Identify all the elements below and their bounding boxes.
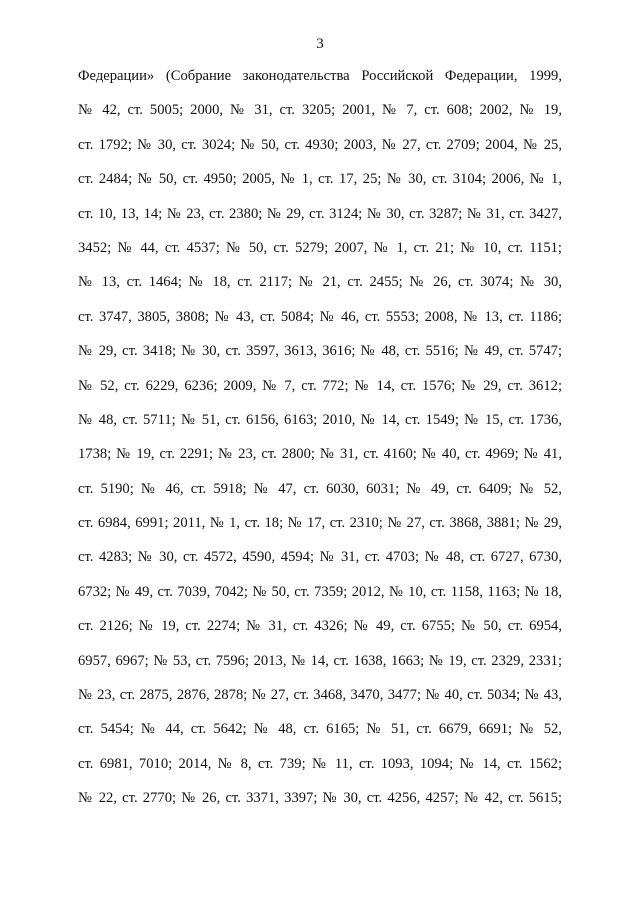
text-line: ст. 2484; № 50, ст. 4950; 2005, № 1, ст. 17, 25; № 30, ст. 3104; 2006, № 1, [78, 171, 562, 188]
text-line: № 23, ст. 2875, 2876, 2878; № 27, ст. 3468, 3470, 3477; № 40, ст. 5034; № 43, [78, 687, 562, 704]
text-line: Федерации» (Собрание законодательства Российской Федерации, 1999, [78, 68, 562, 84]
text-line: 3452; № 44, ст. 4537; № 50, ст. 5279; 2007, № 1, ст. 21; № 10, ст. 1151; [78, 239, 562, 256]
text-line: ст. 3747, 3805, 3808; № 43, ст. 5084; № 46, ст. 5553; 2008, № 13, ст. 1186; [78, 308, 562, 325]
text-line: ст. 5454; № 44, ст. 5642; № 48, ст. 6165; № 51, ст. 6679, 6691; № 52, [78, 721, 562, 738]
text-line: ст. 10, 13, 14; № 23, ст. 2380; № 29, ст. 3124; № 30, ст. 3287; № 31, ст. 3427, [78, 205, 562, 222]
text-line: 6957, 6967; № 53, ст. 7596; 2013, № 14, ст. 1638, 1663; № 19, ст. 2329, 2331; [78, 652, 562, 669]
text-line: № 48, ст. 5711; № 51, ст. 6156, 6163; 2010, № 14, ст. 1549; № 15, ст. 1736, [78, 411, 562, 428]
body-paragraph [78, 67, 562, 824]
page-number: 3 [316, 36, 324, 52]
text-line: ст. 6981, 7010; 2014, № 8, ст. 739; № 11, ст. 1093, 1094; № 14, ст. 1562; [78, 755, 562, 772]
text-line: ст. 5190; № 46, ст. 5918; № 47, ст. 6030, 6031; № 49, ст. 6409; № 52, [78, 480, 562, 497]
text-line: ст. 1792; № 30, ст. 3024; № 50, ст. 4930; 2003, № 27, ст. 2709; 2004, № 25, [78, 136, 562, 153]
text-line: № 42, ст. 5005; 2000, № 31, ст. 3205; 2001, № 7, ст. 608; 2002, № 19, [78, 102, 562, 119]
text-line: ст. 6984, 6991; 2011, № 1, ст. 18; № 17, ст. 2310; № 27, ст. 3868, 3881; № 29, [78, 515, 562, 532]
text-line: ст. 4283; № 30, ст. 4572, 4590, 4594; № 31, ст. 4703; № 48, ст. 6727, 6730, [78, 549, 562, 566]
text-line: 6732; № 49, ст. 7039, 7042; № 50, ст. 7359; 2012, № 10, ст. 1158, 1163; № 18, [78, 583, 562, 600]
text-line: ст. 2126; № 19, ст. 2274; № 31, ст. 4326; № 49, ст. 6755; № 50, ст. 6954, [78, 618, 562, 635]
text-line: № 13, ст. 1464; № 18, ст. 2117; № 21, ст. 2455; № 26, ст. 3074; № 30, [78, 274, 562, 291]
text-line: 1738; № 19, ст. 2291; № 23, ст. 2800; № 31, ст. 4160; № 40, ст. 4969; № 41, [78, 446, 562, 463]
text-line: № 52, ст. 6229, 6236; 2009, № 7, ст. 772; № 14, ст. 1576; № 29, ст. 3612; [78, 377, 562, 394]
text-line: № 22, ст. 2770; № 26, ст. 3371, 3397; № 30, ст. 4256, 4257; № 42, ст. 5615; [78, 790, 562, 807]
text-line: № 29, ст. 3418; № 30, ст. 3597, 3613, 3616; № 48, ст. 5516; № 49, ст. 5747; [78, 343, 562, 360]
